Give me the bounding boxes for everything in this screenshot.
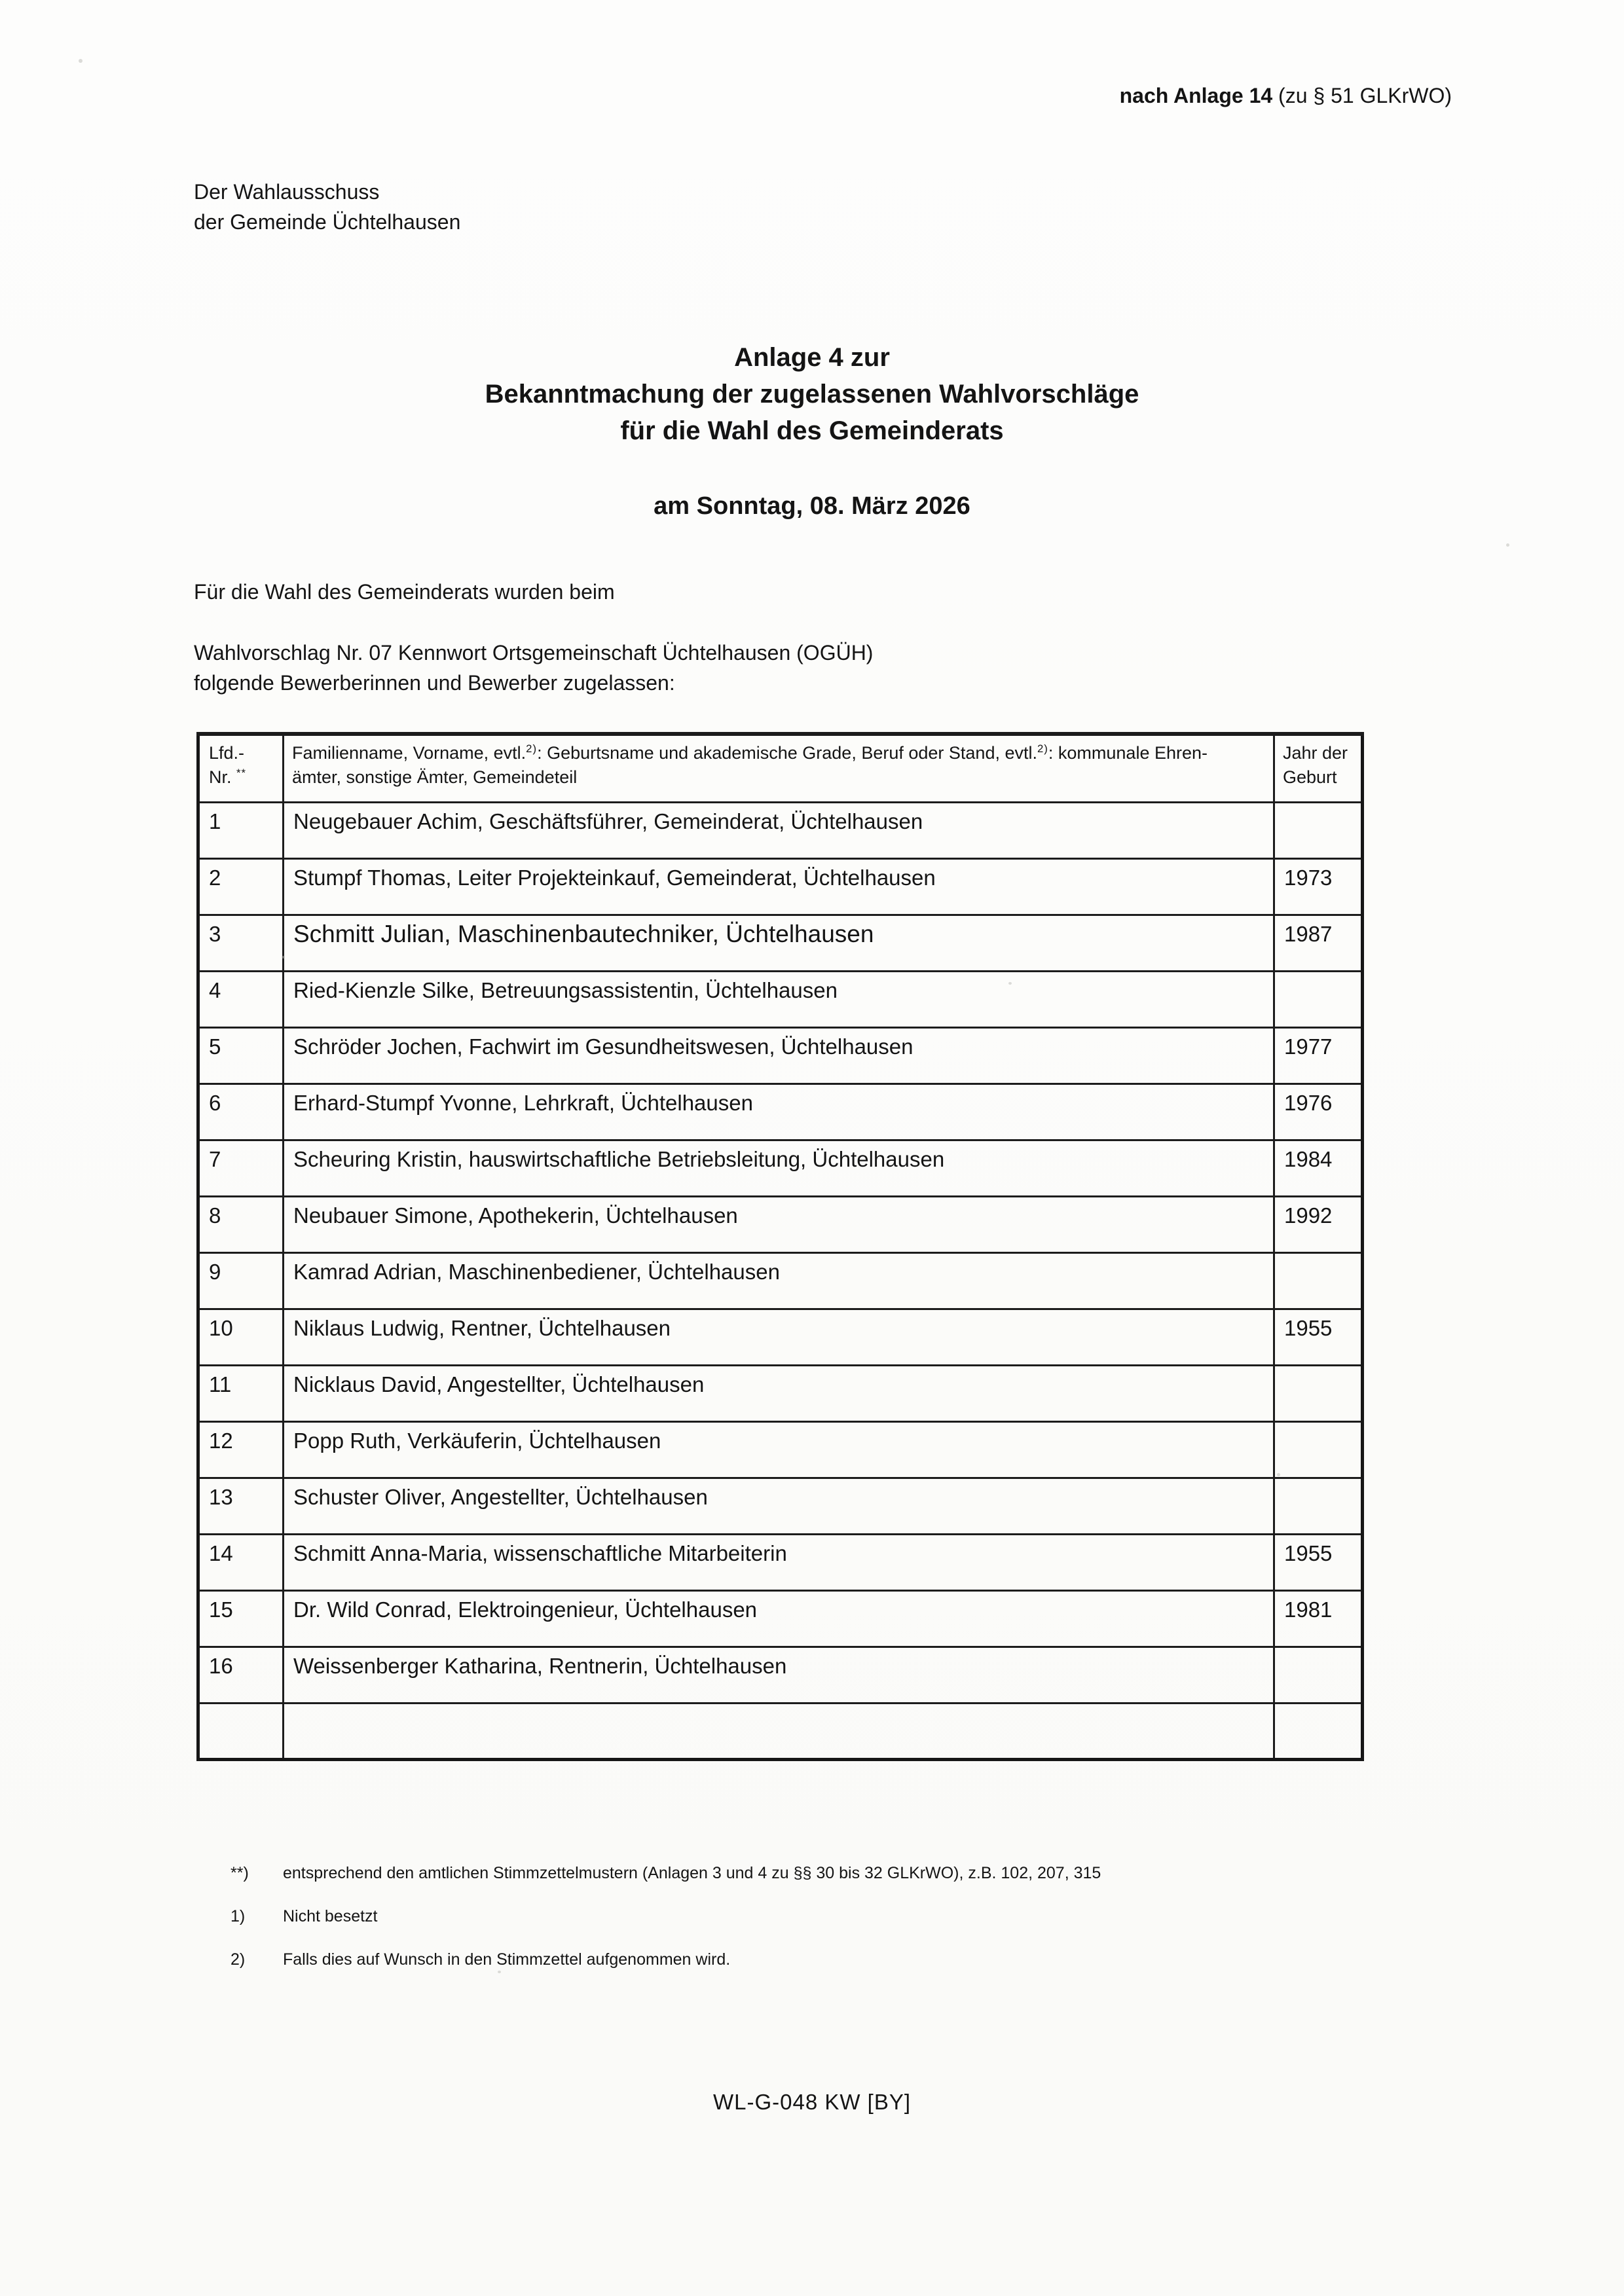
birth-year xyxy=(1274,971,1363,1027)
table-row xyxy=(198,1084,1363,1140)
header-serial-number: Lfd.- Nr. ** xyxy=(198,734,284,802)
birth-year xyxy=(1274,1647,1363,1703)
row-number: 13 xyxy=(198,1478,284,1534)
row-number: 11 xyxy=(198,1365,284,1421)
election-date: am Sonntag, 08. März 2026 xyxy=(654,492,970,520)
row-number: 3 xyxy=(198,915,284,971)
table-row xyxy=(198,1365,1363,1421)
candidate-name: Neubauer Simone, Apothekerin, Üchtelhausen xyxy=(284,1196,1274,1252)
row-number: 2 xyxy=(198,858,284,915)
birth-year xyxy=(1274,802,1363,858)
candidate-name: Dr. Wild Conrad, Elektroingenieur, Üchtelhausen xyxy=(284,1590,1274,1647)
intro-paragraph: Für die Wahl des Gemeinderats wurden beim xyxy=(194,580,615,604)
table-row xyxy=(198,1252,1363,1309)
birth-year xyxy=(1274,1703,1363,1759)
scan-artifact xyxy=(498,1971,501,1973)
row-number: 15 xyxy=(198,1590,284,1647)
footnote xyxy=(231,1863,1101,1883)
header-serial-footnote-mark: ** xyxy=(236,767,247,779)
row-number: 8 xyxy=(198,1196,284,1252)
table-header-row xyxy=(198,734,1363,802)
proposal-line-2: folgende Bewerberinnen und Bewerber zugelassen: xyxy=(194,671,675,695)
birth-year: 1981 xyxy=(1274,1590,1363,1647)
candidate-name: Schröder Jochen, Fachwirt im Gesundheitswesen, Üchtelhausen xyxy=(284,1027,1274,1084)
form-code: WL-G-048 KW [BY] xyxy=(712,2090,912,2114)
sender-line-2: der Gemeinde Üchtelhausen xyxy=(194,210,461,234)
regulation-reference xyxy=(1120,84,1452,108)
scan-artifact xyxy=(1277,1473,1280,1476)
footnote-text: Falls dies auf Wunsch in den Stimmzettel aufgenommen wird. xyxy=(283,1950,731,1969)
row-number: 10 xyxy=(198,1309,284,1365)
birth-year: 1984 xyxy=(1274,1140,1363,1196)
scan-artifact xyxy=(79,59,83,63)
footnote-marker: 2) xyxy=(231,1950,246,1969)
footnote xyxy=(231,1950,1101,1969)
table-row-empty xyxy=(198,1703,1363,1759)
document-title xyxy=(0,339,1624,449)
table-row xyxy=(198,971,1363,1027)
table-row xyxy=(198,1196,1363,1252)
title-line-2: Bekanntmachung der zugelassenen Wahlvorschläge xyxy=(485,380,1139,409)
birth-year xyxy=(1274,1365,1363,1421)
candidate-name: Ried-Kienzle Silke, Betreuungsassistentin, Üchtelhausen xyxy=(284,971,1274,1027)
candidate-name: Weissenberger Katharina, Rentnerin, Üchtelhausen xyxy=(284,1647,1274,1703)
row-number xyxy=(198,1703,284,1759)
birth-year: 1955 xyxy=(1274,1534,1363,1590)
candidate-name: Scheuring Kristin, hauswirtschaftliche Betriebsleitung, Üchtelhausen xyxy=(284,1140,1274,1196)
scan-artifact xyxy=(282,956,285,958)
table-row xyxy=(198,1027,1363,1084)
birth-year: 1987 xyxy=(1274,915,1363,971)
row-number: 14 xyxy=(198,1534,284,1590)
table-row xyxy=(198,1590,1363,1647)
table-row xyxy=(198,915,1363,971)
candidate-name: Nicklaus David, Angestellter, Üchtelhausen xyxy=(284,1365,1274,1421)
row-number: 12 xyxy=(198,1421,284,1478)
birth-year: 1977 xyxy=(1274,1027,1363,1084)
title-line-1: Anlage 4 zur xyxy=(734,343,890,372)
candidate-name: Popp Ruth, Verkäuferin, Üchtelhausen xyxy=(284,1421,1274,1478)
birth-year: 1976 xyxy=(1274,1084,1363,1140)
table-row xyxy=(198,802,1363,858)
scan-artifact xyxy=(1008,982,1012,985)
row-number: 6 xyxy=(198,1084,284,1140)
regulation-reference-rest: (zu § 51 GLKrWO) xyxy=(1272,84,1452,107)
candidate-name: Niklaus Ludwig, Rentner, Üchtelhausen xyxy=(284,1309,1274,1365)
regulation-reference-bold: nach Anlage 14 xyxy=(1119,84,1273,107)
table-row xyxy=(198,1478,1363,1534)
header-birth-year: Jahr der Geburt xyxy=(1274,734,1363,802)
footnote-text: Nicht besetzt xyxy=(283,1907,378,1925)
birth-year xyxy=(1274,1252,1363,1309)
title-line-3: für die Wahl des Gemeinderats xyxy=(620,416,1004,445)
proposal-paragraph xyxy=(194,638,873,698)
candidate-name xyxy=(284,1703,1274,1759)
table-row xyxy=(198,1140,1363,1196)
footnote-marker: 1) xyxy=(231,1907,246,1925)
candidate-name: Stumpf Thomas, Leiter Projekteinkauf, Gemeinderat, Üchtelhausen xyxy=(284,858,1274,915)
row-number: 1 xyxy=(198,802,284,858)
scan-artifact xyxy=(1506,543,1509,547)
row-number: 7 xyxy=(198,1140,284,1196)
birth-year: 1955 xyxy=(1274,1309,1363,1365)
birth-year: 1973 xyxy=(1274,858,1363,915)
birth-year xyxy=(1274,1421,1363,1478)
table-row xyxy=(198,1421,1363,1478)
birth-year: 1992 xyxy=(1274,1196,1363,1252)
table-row xyxy=(198,858,1363,915)
candidate-name: Erhard-Stumpf Yvonne, Lehrkraft, Üchtelhausen xyxy=(284,1084,1274,1140)
table-row xyxy=(198,1534,1363,1590)
sender-line-1: Der Wahlausschuss xyxy=(194,180,380,204)
table-row xyxy=(198,1309,1363,1365)
row-number: 5 xyxy=(198,1027,284,1084)
row-number: 9 xyxy=(198,1252,284,1309)
footnote-text: entsprechend den amtlichen Stimmzettelmustern (Anlagen 3 und 4 zu §§ 30 bis 32 GLKrWO), z.B. 102, 207, 315 xyxy=(283,1864,1101,1882)
proposal-line-1: Wahlvorschlag Nr. 07 Kennwort Ortsgemeinschaft Üchtelhausen (OGÜH) xyxy=(194,641,874,665)
footnote xyxy=(231,1906,1101,1926)
candidate-name: Neugebauer Achim, Geschäftsführer, Gemeinderat, Üchtelhausen xyxy=(284,802,1274,858)
footnote-marker: **) xyxy=(231,1864,249,1882)
candidate-name: Schmitt Julian, Maschinenbautechniker, Üchtelhausen xyxy=(284,915,1274,971)
footnotes-block xyxy=(231,1863,1101,1993)
birth-year xyxy=(1274,1478,1363,1534)
sender-block xyxy=(194,177,460,237)
candidate-name: Schmitt Anna-Maria, wissenschaftliche Mitarbeiterin xyxy=(284,1534,1274,1590)
candidate-name: Schuster Oliver, Angestellter, Üchtelhausen xyxy=(284,1478,1274,1534)
row-number: 4 xyxy=(198,971,284,1027)
candidates-table xyxy=(196,732,1364,1761)
header-candidate-details: Familienname, Vorname, evtl.$^{2)}$: Geburtsname und akademische Grade, Beruf oder Stand, evtl.$^{2)}$: kommunale Ehren- ämter, sonstige Ämter, Gemeindeteil xyxy=(284,734,1274,802)
candidate-name: Kamrad Adrian, Maschinenbediener, Üchtelhausen xyxy=(284,1252,1274,1309)
table-row xyxy=(198,1647,1363,1703)
row-number: 16 xyxy=(198,1647,284,1703)
